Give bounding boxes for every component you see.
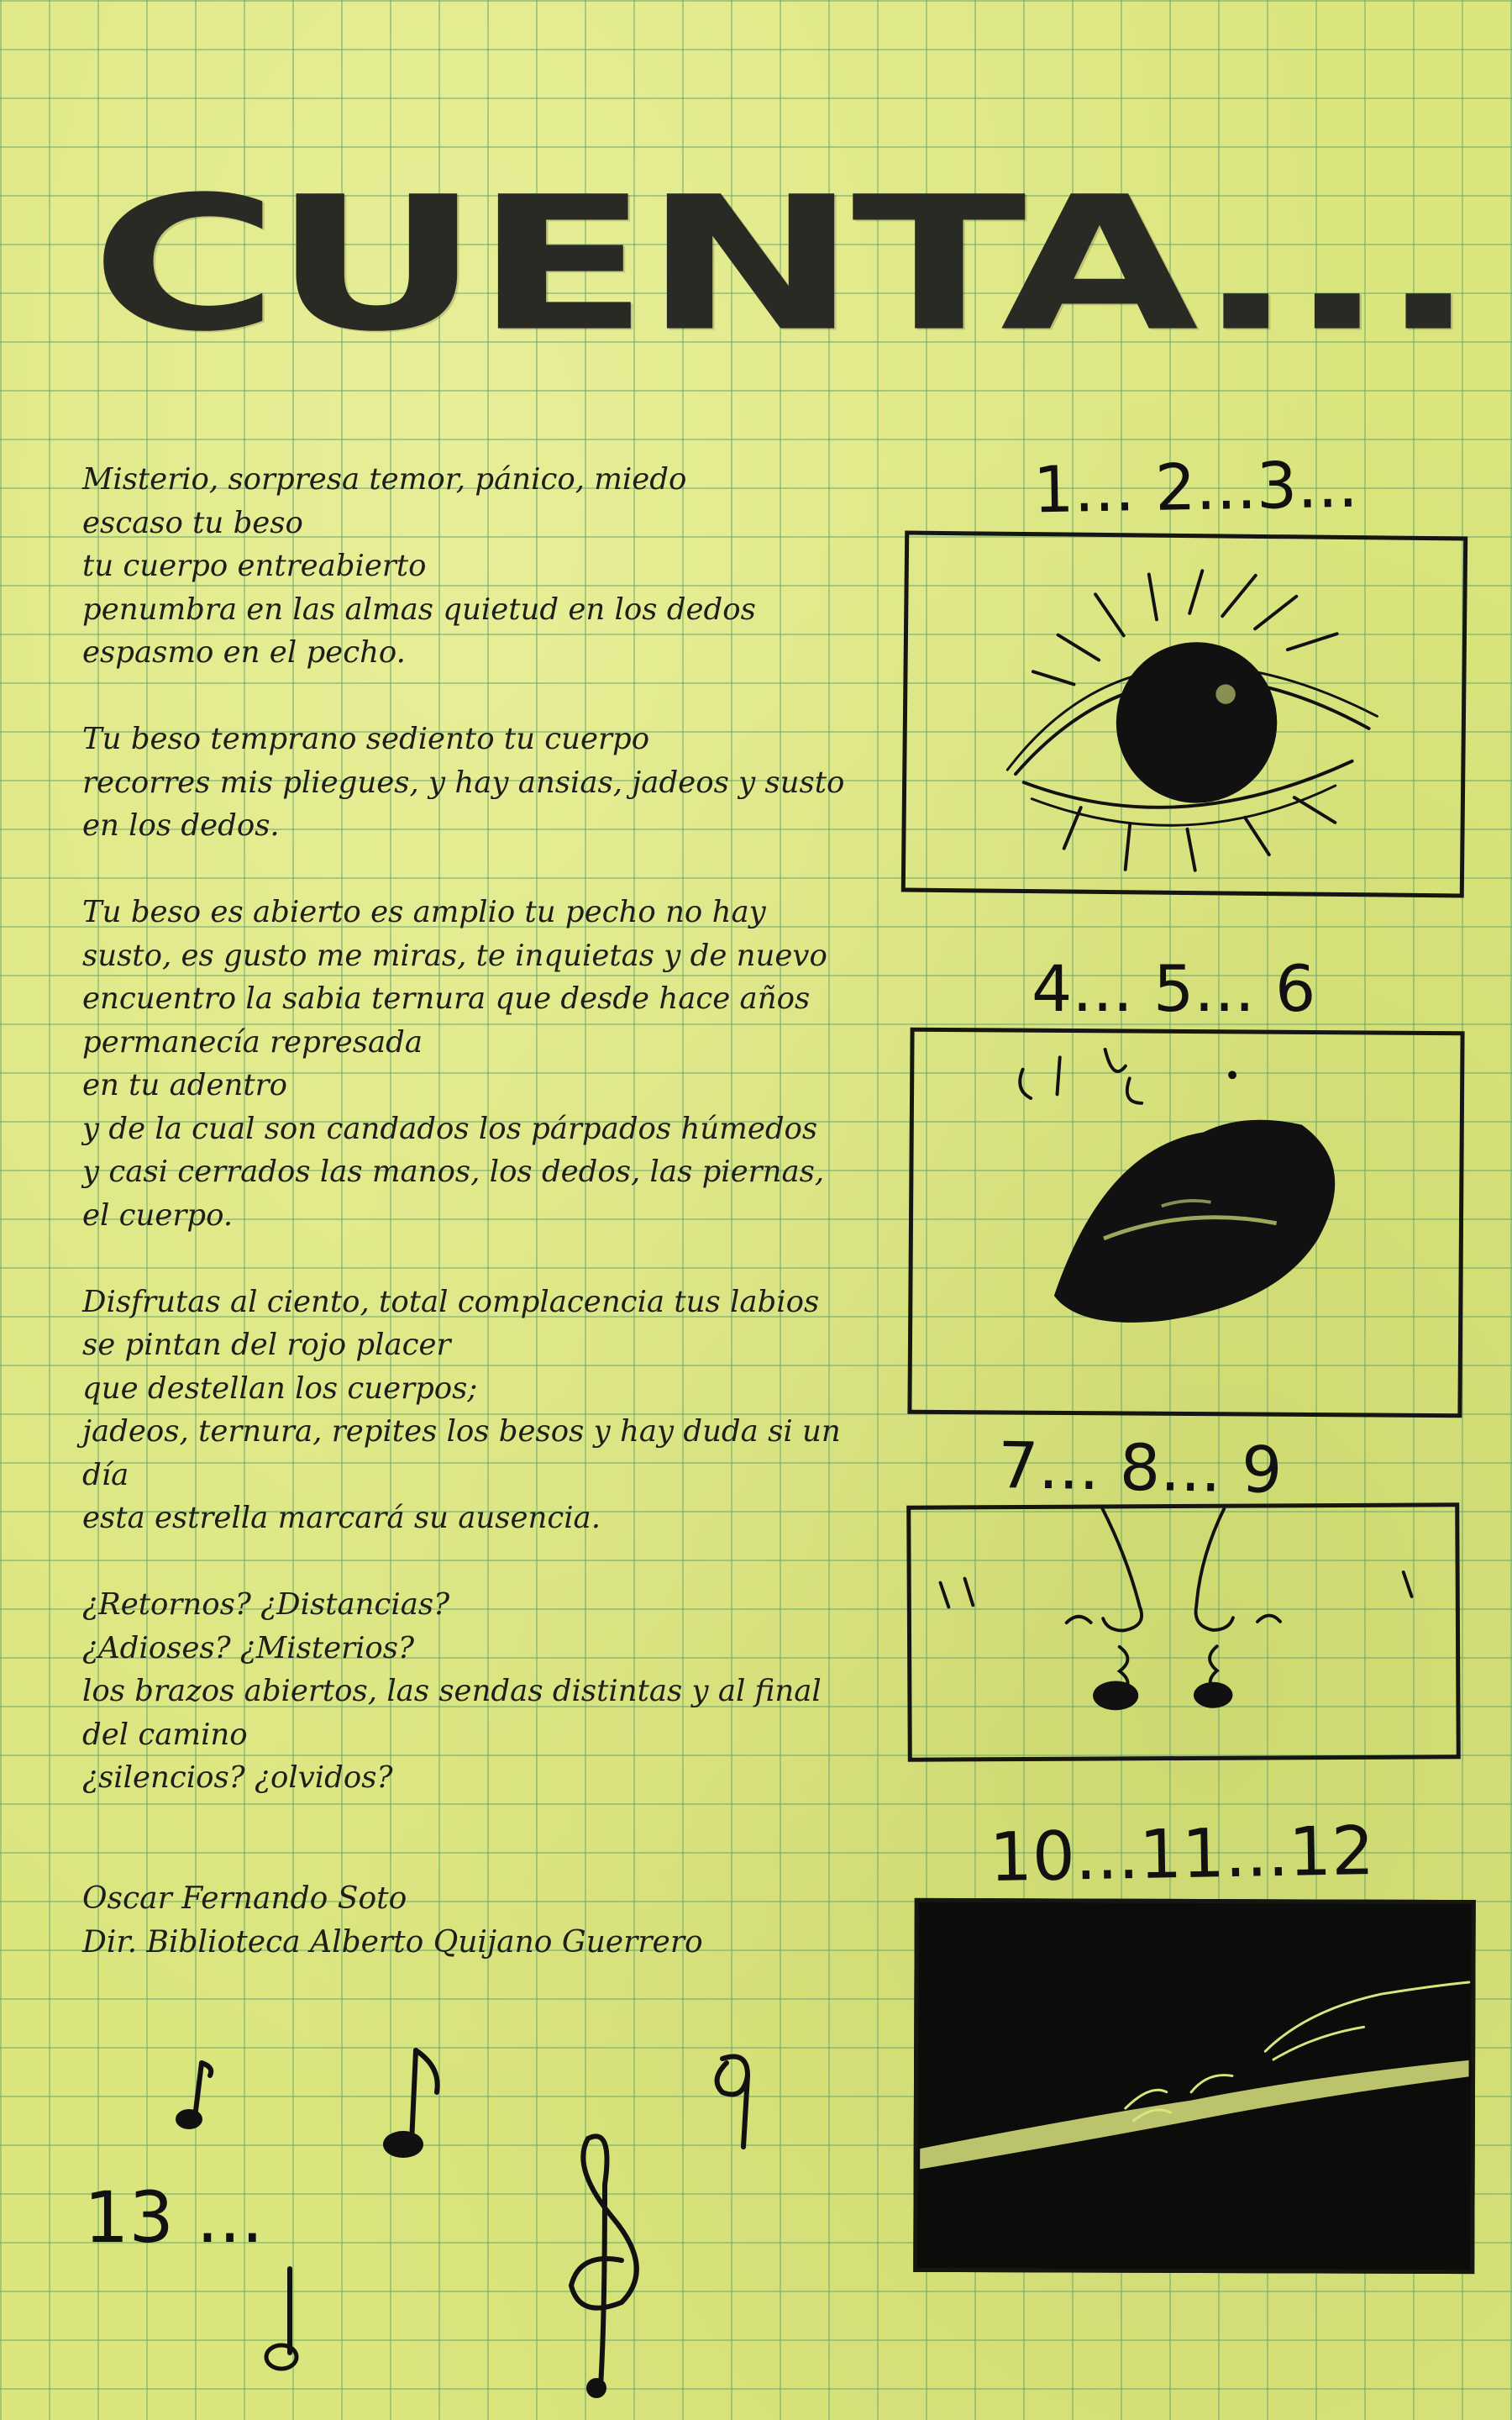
- hands-drawing: [917, 1902, 1472, 2270]
- poem-line: recorres mis pliegues, y hay ansias, jadeos y susto: [82, 765, 845, 800]
- poem-line: Tu beso temprano sediento tu cuerpo: [82, 722, 650, 756]
- poem-line: espasmo en el pecho.: [82, 635, 406, 670]
- hands-panel: [913, 1898, 1476, 2274]
- poem-line: y de la cual son candados los párpados húmedos: [82, 1111, 818, 1146]
- eye-drawing: [906, 535, 1463, 894]
- noses-panel: [906, 1502, 1461, 1761]
- poem-line: tu cuerpo entreabierto: [82, 549, 427, 583]
- poem-stanza: [82, 1281, 889, 1540]
- noses-drawing: [911, 1507, 1457, 1757]
- poem-line: penumbra en las almas quietud en los dedos: [82, 592, 756, 627]
- poem-stanza: [82, 1583, 889, 1800]
- poem-line: escaso tu beso: [82, 505, 303, 540]
- poem-line: que destellan los cuerpos;: [82, 1370, 478, 1406]
- poem-stanza: [82, 891, 889, 1237]
- page-title: CUENTA...: [91, 156, 1471, 372]
- poem-line: esta estrella marcará su ausencia.: [82, 1501, 601, 1535]
- poem-line: Disfrutas al ciento, total complacencia tus labios: [82, 1284, 820, 1319]
- signature: [82, 1877, 703, 1965]
- poem-line: ¿Adioses? ¿Misterios?: [82, 1630, 415, 1665]
- poem-line: día: [82, 1457, 129, 1492]
- poem-line: jadeos, ternura, repites los besos y hay duda si un: [82, 1414, 841, 1449]
- poem-line: los brazos abiertos, las sendas distintas y al final: [82, 1674, 822, 1708]
- signature-role: Dir. Biblioteca Alberto Quijano Guerrero: [82, 1925, 703, 1960]
- count-label: 13 ...: [84, 2176, 264, 2259]
- lips-panel: [907, 1028, 1464, 1418]
- poem-line: el cuerpo.: [82, 1197, 234, 1233]
- poem-line: se pintan del rojo placer: [82, 1328, 451, 1362]
- poem-line: susto, es gusto me miras, te inquietas y de nuevo: [82, 938, 827, 973]
- poem-line: en los dedos.: [82, 808, 280, 843]
- poem-line: del camino: [82, 1717, 248, 1752]
- count-label: 7... 8... 9: [997, 1428, 1284, 1507]
- poem-line: ¿Retornos? ¿Distancias?: [82, 1587, 450, 1622]
- poem-line: Misterio, sorpresa temor, pánico, miedo: [82, 462, 687, 497]
- poem-line: en tu adentro: [82, 1068, 287, 1102]
- poem-stanza: [82, 718, 889, 848]
- poem: [82, 458, 889, 1843]
- count-label: 4... 5... 6: [1032, 951, 1316, 1026]
- lips-drawing: [911, 1032, 1460, 1414]
- poem-line: encuentro la sabia ternura que desde hace años: [82, 981, 811, 1016]
- count-label: 1... 2...3...: [1032, 446, 1359, 528]
- poem-line: permanecía represada: [82, 1024, 423, 1060]
- eye-panel: [901, 531, 1467, 898]
- poem-line: Tu beso es abierto es amplio tu pecho no hay: [82, 895, 766, 929]
- poem-stanza: [82, 458, 889, 675]
- poem-line: y casi cerrados las manos, los dedos, las piernas,: [82, 1155, 825, 1189]
- signature-name: Oscar Fernando Soto: [82, 1881, 407, 1916]
- count-label: 10...11...12: [989, 1812, 1375, 1897]
- poem-line: ¿silencios? ¿olvidos?: [82, 1760, 393, 1795]
